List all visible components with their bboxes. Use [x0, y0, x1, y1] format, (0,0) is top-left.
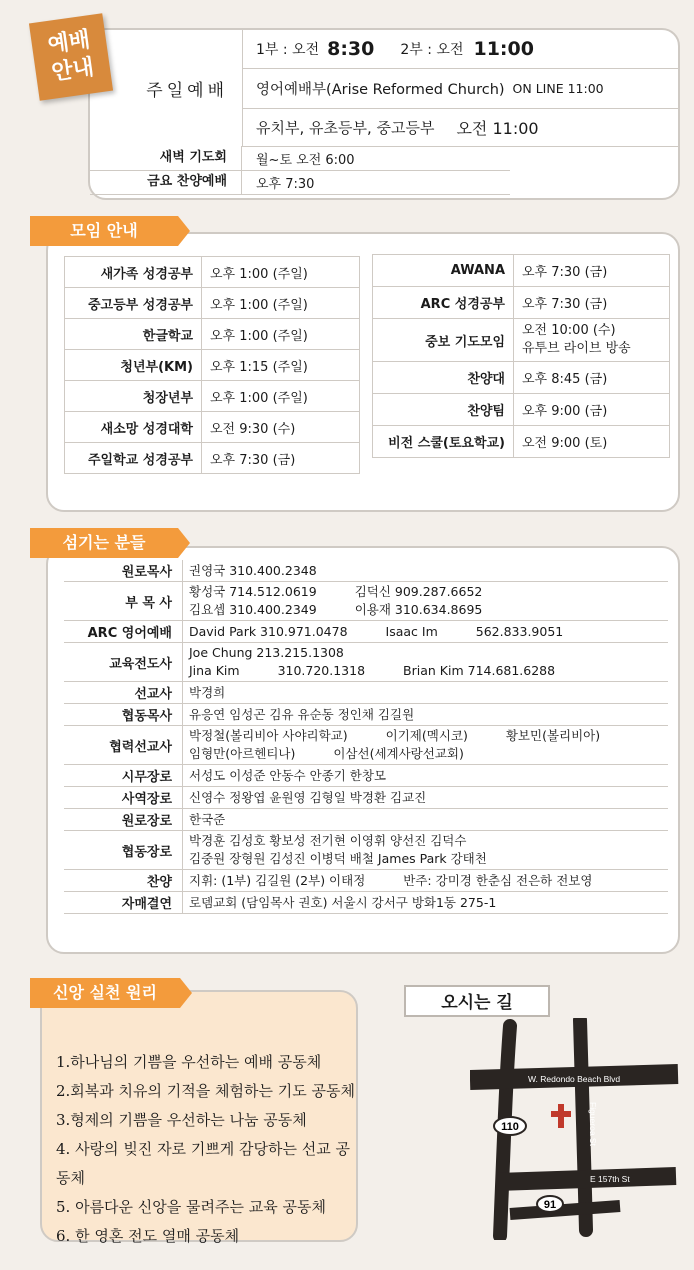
kids-service-name: 유치부, 유초등부, 중고등부: [256, 118, 435, 137]
faith-principles-list: [56, 1048, 356, 1251]
staff-role: 사역장로: [64, 787, 183, 809]
staff-entry: 김요셉 310.400.2349: [189, 602, 317, 617]
faith-principle: 1.하나님의 기쁨을 우선하는 예배 공동체: [56, 1053, 322, 1071]
staff-role: 교육전도사: [64, 643, 183, 682]
staff-role: 선교사: [64, 682, 183, 704]
meeting-name: 찬양팀: [373, 394, 514, 426]
staff-role: 시무장로: [64, 765, 183, 787]
staff-entry: Jina Kim: [189, 663, 240, 678]
staff-entry: 한국준: [189, 811, 226, 827]
meeting-row: [373, 394, 670, 426]
meeting-time: 오후 1:00 (주일): [202, 319, 360, 350]
staff-names: [183, 765, 669, 787]
staff-row: [64, 582, 668, 621]
staff-role: 원로장로: [64, 809, 183, 831]
english-service-name: 영어예배부(Arise Reformed Church): [256, 81, 505, 98]
faith-principle: 5. 아름다운 신앙을 물려주는 교육 공동체: [56, 1198, 326, 1216]
staff-entry: 310.720.1318: [277, 663, 366, 678]
meeting-name: 청년부(KM): [65, 350, 202, 381]
worship-row-english: [242, 68, 678, 109]
directions-map: [470, 1018, 680, 1240]
church-cross-bar: [551, 1111, 571, 1117]
meeting-time: 오후 1:00 (주일): [202, 257, 360, 288]
faith-principle: 6. 한 영혼 전도 열매 공동체: [56, 1227, 240, 1245]
staff-row: [64, 831, 668, 870]
meeting-time: 오후 1:00 (주일): [202, 381, 360, 412]
faith-principle: 4. 사랑의 빚진 자로 기쁘게 감당하는 선교 공동체: [56, 1140, 351, 1187]
staff-role: 협동장로: [64, 831, 183, 870]
meeting-name: 청장년부: [65, 381, 202, 412]
worship-badge: 예배 안내: [29, 13, 113, 101]
staff-row: [64, 682, 668, 704]
meeting-time: 오후 8:45 (금): [514, 362, 670, 394]
staff-names: [183, 621, 669, 643]
staff-names: [183, 892, 669, 914]
staff-row: [64, 765, 668, 787]
staff-entry: Brian Kim 714.681.6288: [403, 663, 556, 678]
staff-names: [183, 704, 669, 726]
staff-names: [183, 870, 669, 892]
meeting-name: 중고등부 성경공부: [65, 288, 202, 319]
meetings-panel: [46, 232, 680, 512]
meeting-name: 찬양대: [373, 362, 514, 394]
meeting-row: [65, 288, 360, 319]
meeting-name: 주일학교 성경공부: [65, 443, 202, 474]
staff-row: [64, 892, 668, 914]
staff-row: [64, 560, 668, 582]
staff-names: [183, 560, 669, 582]
staff-entry: 이용재 310.634.8695: [354, 602, 483, 617]
staff-entry: 신영수 정왕엽 윤원영 김형일 박경환 김교진: [189, 789, 427, 805]
staff-entry: 김중원 장형원 김성진 이병덕 배철 James Park 강태천: [189, 851, 487, 866]
staff-entry: 서성도 이성준 안동수 안종기 한창모: [189, 767, 387, 783]
worship-panel: [88, 28, 680, 200]
dawn-prayer-label: 새벽 기도회: [90, 146, 242, 170]
route-110-label: 110: [501, 1121, 519, 1133]
faith-tab: 신앙 실천 원리: [30, 978, 180, 1008]
meeting-name: AWANA: [373, 255, 514, 287]
street-label-157th: E 157th St: [590, 1174, 630, 1184]
staff-role: 부 목 사: [64, 582, 183, 621]
second-service-time: 11:00: [473, 38, 534, 60]
staff-names: [183, 831, 669, 870]
meeting-time: 오후 7:30 (금): [514, 287, 670, 319]
meeting-row: [65, 381, 360, 412]
meeting-time: 오후 1:00 (주일): [202, 288, 360, 319]
meeting-name: ARC 성경공부: [373, 287, 514, 319]
meeting-time: 오후 9:00 (금): [514, 394, 670, 426]
sunday-worship-label: 주일예배: [146, 80, 228, 101]
street-label-figueroa: Figueroa St: [588, 1102, 598, 1146]
meeting-row: [65, 319, 360, 350]
route-91-label: 91: [543, 1199, 557, 1211]
meeting-time: 오후 7:30 (금): [202, 443, 360, 474]
meetings-table-right: [372, 254, 670, 458]
meetings-table-left: [64, 256, 360, 474]
street-label-redondo: W. Redondo Beach Blvd: [528, 1074, 621, 1084]
faith-principle: 2.회복과 치유의 기적을 체험하는 기도 공동체: [56, 1082, 355, 1100]
meeting-row: [373, 255, 670, 287]
meetings-tab: 모임 안내: [30, 216, 178, 246]
first-service-label: 1부 : 오전: [256, 42, 320, 58]
staff-row: [64, 870, 668, 892]
dawn-prayer-time: 월~토 오전 6:00: [256, 152, 355, 168]
staff-row: [64, 621, 668, 643]
staff-role: ARC 영어예배: [64, 621, 183, 643]
staff-entry: 박정철(볼리비아 사야리학교): [189, 728, 348, 743]
meeting-time: 오전 9:30 (수): [202, 412, 360, 443]
servers-panel: [46, 546, 680, 954]
staff-row: [64, 809, 668, 831]
staff-row: [64, 643, 668, 682]
staff-names: [183, 682, 669, 704]
staff-row: [64, 726, 668, 765]
faith-principle: 3.형제의 기쁨을 우선하는 나눔 공동체: [56, 1111, 307, 1129]
staff-entry: 유응연 임성곤 김유 유순동 정인채 김길원: [189, 706, 415, 722]
staff-entry: 지휘: (1부) 김길원 (2부) 이태정: [189, 872, 366, 888]
meeting-row: [65, 412, 360, 443]
meeting-name: 중보 기도모임: [373, 319, 514, 362]
staff-entry: 562.833.9051: [475, 623, 564, 639]
staff-table: [64, 560, 668, 914]
first-service-time: 8:30: [327, 38, 375, 60]
staff-role: 원로목사: [64, 560, 183, 582]
servers-tab: 섬기는 분들: [30, 528, 178, 558]
staff-names: [183, 582, 669, 621]
meeting-row: [373, 362, 670, 394]
staff-names: [183, 726, 669, 765]
meeting-name: 비전 스쿨(토요학교): [373, 426, 514, 458]
meeting-name: 새가족 성경공부: [65, 257, 202, 288]
map-road-157th: [498, 1176, 676, 1182]
meeting-time-note: 유투브 라이브 방송: [522, 341, 631, 356]
staff-entry: 로뎀교회 (담임목사 권호) 서울시 강서구 방화1동 275-1: [189, 894, 497, 910]
staff-entry: 김덕신 909.287.6652: [354, 584, 483, 599]
staff-role: 협동목사: [64, 704, 183, 726]
staff-entry: 황보민(볼리비아): [505, 728, 601, 743]
english-service-time: ON LINE 11:00: [512, 80, 604, 96]
meeting-name: 한글학교: [65, 319, 202, 350]
meeting-time: 오후 1:15 (주일): [202, 350, 360, 381]
worship-row-friday: [90, 170, 510, 195]
meeting-time: [514, 319, 670, 362]
meeting-row: [373, 319, 670, 362]
meeting-row: [65, 350, 360, 381]
faith-panel: [40, 990, 358, 1245]
map-road-figueroa: [580, 1020, 586, 1230]
meeting-time-line: 오전 10:00 (수): [522, 323, 616, 338]
worship-row-dawn: [90, 146, 510, 171]
friday-worship-label: 금요 찬양예배: [90, 170, 242, 194]
map-title: 오시는 길: [404, 985, 550, 1017]
meeting-time: 오전 9:00 (토): [514, 426, 670, 458]
friday-worship-time: 오후 7:30: [256, 176, 315, 192]
map-road-91: [510, 1206, 620, 1214]
worship-row-kids: [242, 108, 678, 147]
staff-entry: 이삼선(세계사랑선교회): [333, 746, 464, 761]
staff-row: [64, 787, 668, 809]
staff-names: [183, 643, 669, 682]
staff-entry: David Park 310.971.0478: [189, 623, 348, 639]
kids-service-time: 오전 11:00: [456, 118, 539, 138]
staff-entry: 이기제(멕시코): [385, 728, 468, 743]
staff-entry: 황성국 714.512.0619: [189, 584, 317, 599]
staff-role: 협력선교사: [64, 726, 183, 765]
second-service-label: 2부 : 오전: [400, 42, 464, 58]
staff-entry: 박경희: [189, 684, 226, 700]
staff-entry: Isaac Im: [385, 623, 438, 639]
staff-names: [183, 809, 669, 831]
staff-entry: Joe Chung 213.215.1308: [189, 645, 344, 660]
meeting-row: [65, 443, 360, 474]
staff-entry: 반주: 강미경 한춘심 전은하 전보영: [403, 872, 593, 888]
worship-row-sunday-times: [242, 30, 678, 69]
staff-role: 찬양: [64, 870, 183, 892]
meeting-time: 오후 7:30 (금): [514, 255, 670, 287]
staff-role: 자매결연: [64, 892, 183, 914]
staff-names: [183, 787, 669, 809]
meeting-row: [373, 426, 670, 458]
staff-entry: 임형만(아르헨티나): [189, 746, 296, 761]
meeting-row: [373, 287, 670, 319]
staff-entry: 박경훈 김성호 황보성 전기현 이영휘 양선진 김덕수: [189, 833, 467, 848]
staff-row: [64, 704, 668, 726]
meeting-name: 새소망 성경대학: [65, 412, 202, 443]
staff-entry: 권영국 310.400.2348: [189, 562, 317, 578]
meeting-row: [65, 257, 360, 288]
